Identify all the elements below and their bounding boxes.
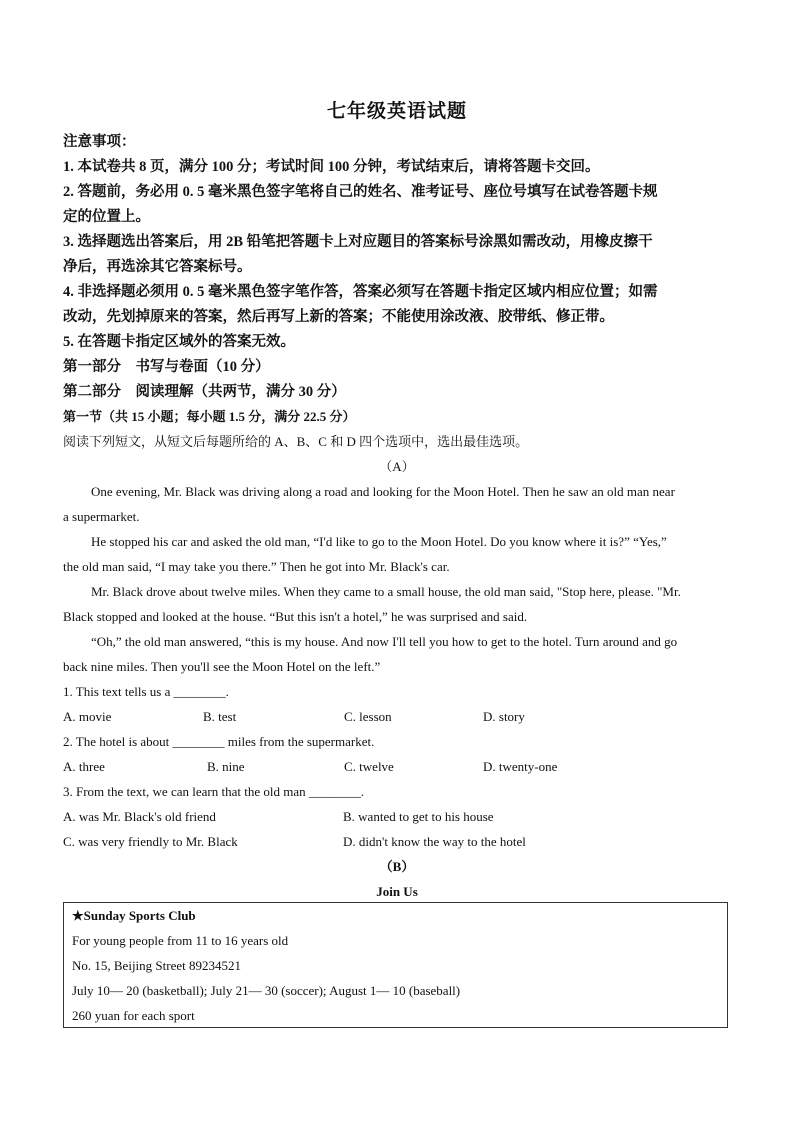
passage-line: “Oh,” the old man answered, “this is my house. And now I'll tell you how to get to the hotel. Turn around and go — [91, 634, 678, 649]
passage-line: One evening, Mr. Black was driving along a road and looking for the Moon Hotel. Then he saw an old man near — [91, 484, 675, 499]
question-stem: 1. This text tells us a ________. — [63, 684, 229, 699]
option-b: B. wanted to get to his house — [343, 809, 494, 824]
notice-item: 1. 本试卷共 8 页，满分 100 分；考试时间 100 分钟，考试结束后，请将答题卡交回。 — [63, 159, 600, 175]
option-a: A. was Mr. Black's old friend — [63, 809, 216, 824]
option-c: C. lesson — [344, 709, 392, 724]
passage-b-label: （B） — [379, 859, 415, 874]
question-stem: 2. The hotel is about ________ miles from the supermarket. — [63, 734, 375, 749]
option-c: C. twelve — [344, 759, 394, 774]
notice-item: 2. 答题前，务必用 0. 5 毫米黑色签字笔将自己的姓名、准考证号、座位号填写在试卷答题卡规 — [63, 184, 658, 200]
passage-line: a supermarket. — [63, 509, 140, 524]
passage-a-label: （A） — [379, 459, 415, 474]
notice-item: 改动，先划掉原来的答案，然后再写上新的答案；不能使用涂改液、胶带纸、修正带。 — [63, 309, 614, 325]
part-one-heading: 第一部分 书写与卷面（10 分） — [63, 359, 270, 375]
notice-heading: 注意事项： — [63, 134, 136, 150]
option-b: B. test — [203, 709, 237, 724]
club-heading: ★Sunday Sports Club — [72, 908, 196, 923]
notice-item: 净后，再选涂其它答案标号。 — [63, 259, 252, 275]
notice-item: 3. 选择题选出答案后，用 2B 铅笔把答题卡上对应题目的答案标号涂黑如需改动，用橡皮擦干 — [63, 234, 653, 250]
option-c: C. was very friendly to Mr. Black — [63, 834, 238, 849]
page-title: 七年级英语试题 — [326, 101, 467, 122]
part-two-heading: 第二部分 阅读理解（共两节，满分 30 分） — [63, 384, 346, 400]
option-a: A. three — [63, 759, 105, 774]
club-info-line: For young people from 11 to 16 years old — [72, 933, 289, 948]
passage-line: He stopped his car and asked the old man, “I'd like to go to the Moon Hotel. Do you know where it is?” “Yes,” — [91, 534, 667, 549]
passage-b-title: Join Us — [376, 884, 418, 899]
sports-club-notice-box — [63, 902, 728, 1028]
option-d: D. story — [483, 709, 525, 724]
option-b: B. nine — [207, 759, 245, 774]
passage-line: Black stopped and looked at the house. “But this isn't a hotel,” he was surprised and said. — [63, 609, 528, 624]
club-info-line: 260 yuan for each sport — [72, 1008, 195, 1023]
option-a: A. movie — [63, 709, 112, 724]
notice-item: 5. 在答题卡指定区域外的答案无效。 — [63, 334, 295, 350]
passage-line: the old man said, “I may take you there.” Then he got into Mr. Black's car. — [63, 559, 450, 574]
option-d: D. twenty-one — [483, 759, 558, 774]
club-info-line: July 10— 20 (basketball); July 21— 30 (soccer); August 1— 10 (baseball) — [72, 983, 461, 998]
option-d: D. didn't know the way to the hotel — [343, 834, 526, 849]
section-one-heading: 第一节（共 15 小题；每小题 1.5 分，满分 22.5 分） — [63, 409, 356, 424]
notice-item: 4. 非选择题必须用 0. 5 毫米黑色签字笔作答，答案必须写在答题卡指定区域内相应位置；如需 — [63, 284, 658, 300]
question-stem: 3. From the text, we can learn that the old man ________. — [63, 784, 365, 799]
passage-line: Mr. Black drove about twelve miles. When they came to a small house, the old man said, "Stop here, please. "Mr. — [91, 584, 681, 599]
notice-item: 定的位置上。 — [63, 209, 150, 225]
instruction-text: 阅读下列短文，从短文后每题所给的 A、B、C 和 D 四个选项中，选出最佳选项。 — [63, 434, 529, 449]
passage-line: back nine miles. Then you'll see the Moon Hotel on the left.” — [63, 659, 381, 674]
club-info-line: No. 15, Beijing Street 89234521 — [72, 958, 241, 973]
